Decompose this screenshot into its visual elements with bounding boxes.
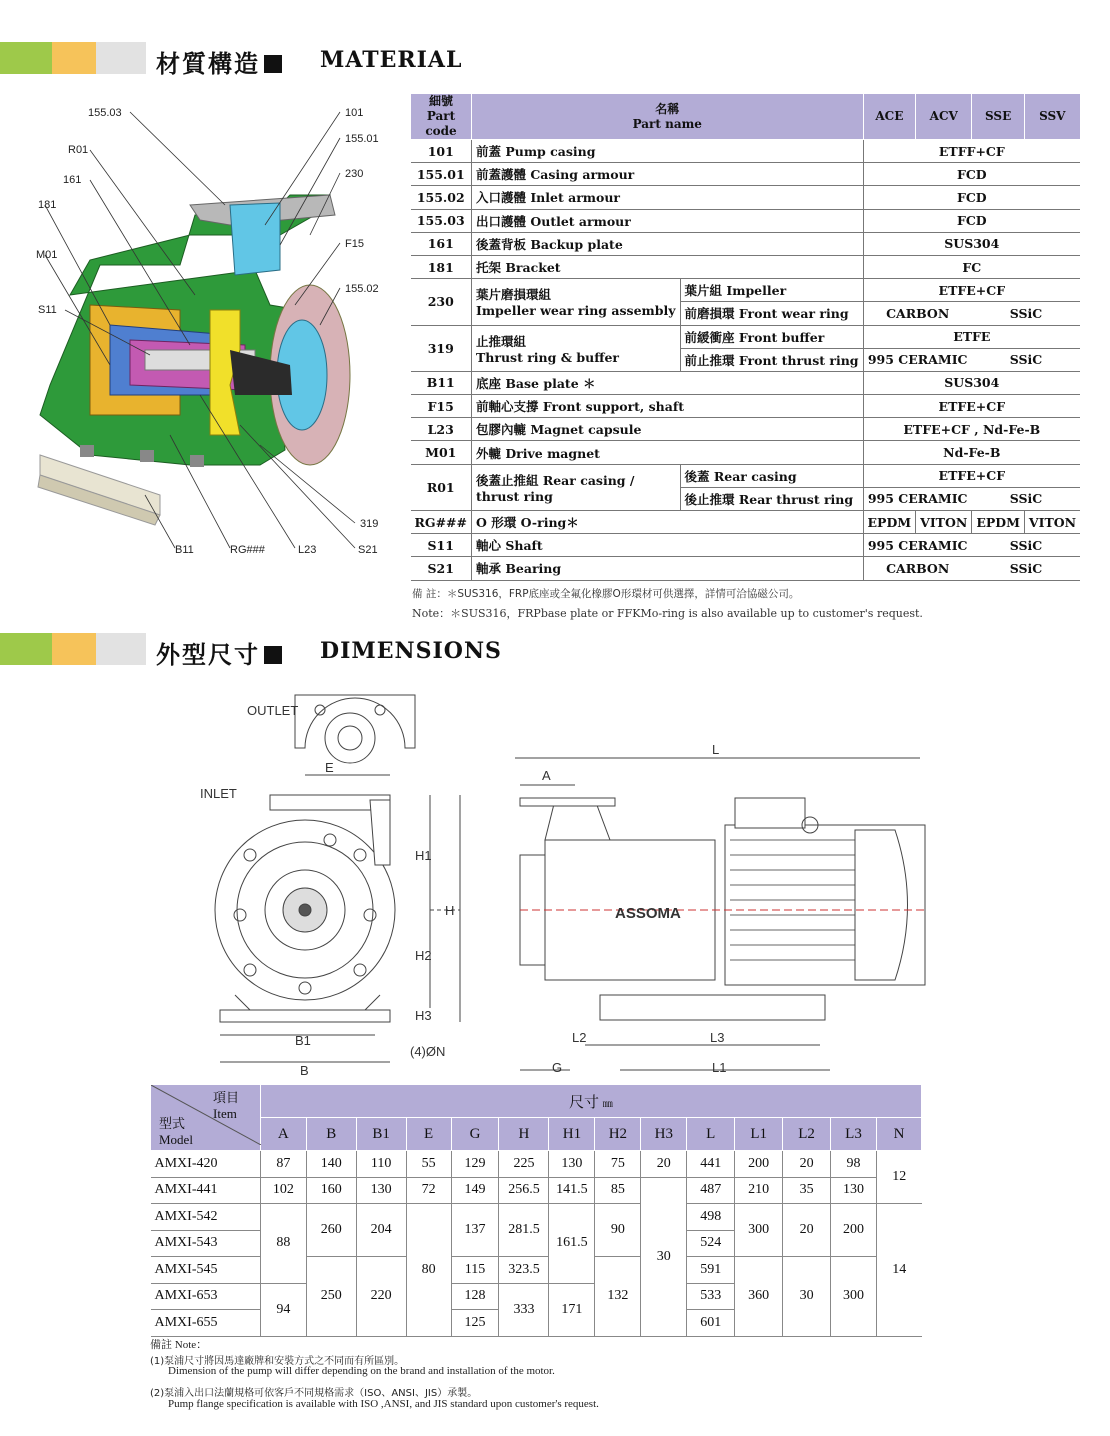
dimension-drawing xyxy=(190,690,940,1080)
table-row: F15 前軸心支撐 Front support, shaft ETFE+CF xyxy=(411,395,1081,418)
label-181: 181 xyxy=(38,199,57,211)
table-row: S21 軸承 Bearing CARBON SSiC xyxy=(411,557,1081,580)
dimensions-table xyxy=(150,1084,922,1337)
col-part-name: 名稱 Part name xyxy=(471,94,863,140)
label-s21: S21 xyxy=(358,544,378,556)
dim-holes-label: (4)ØN xyxy=(410,1044,446,1059)
col-ace: ACE xyxy=(863,94,916,140)
table-row: M01 外轆 Drive magnet Nd-Fe-B xyxy=(411,441,1081,464)
col-g: G xyxy=(451,1118,499,1151)
table-row: 161 後蓋背板 Backup plate SUS304 xyxy=(411,232,1081,255)
col-h2: H2 xyxy=(595,1118,641,1151)
label-230: 230 xyxy=(345,168,364,180)
model-item-header: 項目 Item 型式 Model xyxy=(151,1085,261,1151)
col-ssv: SSV xyxy=(1024,94,1080,140)
label-r01: R01 xyxy=(68,144,89,156)
dim-a-label: A xyxy=(542,768,551,783)
dimensions-heading xyxy=(0,633,1110,669)
brand-label: ASSOMA xyxy=(615,905,681,922)
footnote-2-zh: (2)泵浦入出口法蘭規格可依客戶不同規格需求（ISO、ANSI、JIS）承製。 xyxy=(150,1388,478,1399)
col-sse: SSE xyxy=(972,94,1025,140)
table-row: RG### O 形環 O-ring＊ EPDM VITON EPDM VITON xyxy=(411,511,1081,534)
material-title-en: MATERIAL xyxy=(320,47,463,73)
table-row: 前止推環 Front thrust ring 995 CERAMIC SSiC xyxy=(411,348,1081,371)
table-row: 155.03 出口護體 Outlet armour FCD xyxy=(411,209,1081,232)
col-l3: L3 xyxy=(831,1118,877,1151)
dim-l-label: L xyxy=(712,742,720,757)
col-h: H xyxy=(499,1118,549,1151)
label-rg: RG### xyxy=(230,544,265,556)
table-row: 155.01 前蓋護體 Casing armour FCD xyxy=(411,163,1081,186)
dim-h2-label: H2 xyxy=(415,948,432,963)
dim-l1-label: L1 xyxy=(712,1060,727,1075)
dimensions-title-en: DIMENSIONS xyxy=(320,638,502,664)
col-acv: ACV xyxy=(916,94,972,140)
col-l1: L1 xyxy=(735,1118,783,1151)
table-row: R01 後蓋止推組 Rear casing / thrust ring 後蓋 Rear casing ETFE+CF xyxy=(411,464,1081,487)
dim-title: 尺寸 ㎜ xyxy=(260,1085,921,1118)
table-row: L23 包膠內轆 Magnet capsule ETFE+CF , Nd-Fe-B xyxy=(411,418,1081,441)
label-155-02: 155.02 xyxy=(345,283,379,295)
col-e: E xyxy=(406,1118,451,1151)
label-319: 319 xyxy=(360,518,379,530)
table-row: 181 托架 Bracket FC xyxy=(411,255,1081,278)
table-row: 後止推環 Rear thrust ring 995 CERAMIC SSiC xyxy=(411,487,1081,510)
dim-e-label: E xyxy=(325,760,334,775)
table-row: AMXI-441 102 160 130 72 149 256.5 141.5 85 30 487 210 35 130 xyxy=(151,1177,922,1204)
dim-l3-label: L3 xyxy=(710,1030,725,1045)
dim-h-label: H xyxy=(445,903,455,918)
table-row: B11 底座 Base plate ＊ SUS304 xyxy=(411,371,1081,394)
material-title-zh: 材質構造 xyxy=(156,50,260,78)
table-row: AMXI-655 125 601 xyxy=(151,1310,922,1337)
footnote-1-zh: (1)泵浦尺寸將因馬達廠牌和安裝方式之不同而有所區別。 xyxy=(150,1356,405,1367)
table-row: 前磨損環 Front wear ring CARBON SSiC xyxy=(411,302,1081,325)
material-note-en: Note：＊SUS316，FRPbase plate or FFKMo-ring is also available up to customer's request. xyxy=(412,607,923,620)
label-101: 101 xyxy=(345,107,364,119)
material-table xyxy=(410,93,1081,581)
footnote-2-en: Pump flange specification is available with ISO ,ANSI, and JIS standard upon customer's request. xyxy=(168,1398,599,1410)
col-b: B xyxy=(306,1118,356,1151)
table-row: AMXI-420 87 140 110 55 129 225 130 75 20 441 200 20 98 12 xyxy=(151,1151,922,1178)
table-row: 319 止推環組 Thrust ring & buffer 前緩衝座 Front buffer ETFE xyxy=(411,325,1081,348)
label-m01: M01 xyxy=(36,249,58,261)
col-a: A xyxy=(260,1118,306,1151)
inlet-label: INLET xyxy=(200,786,237,801)
dim-b1-label: B1 xyxy=(295,1033,311,1048)
pump-cutaway-diagram xyxy=(30,95,400,565)
material-note-zh: 備 註：＊SUS316，FRP底座或全氟化橡膠O形環材可供選擇，詳情可洽協磁公司。 xyxy=(412,588,800,600)
table-row: 155.02 入口護體 Inlet armour FCD xyxy=(411,186,1081,209)
label-155-03: 155.03 xyxy=(88,107,122,119)
outlet-label: OUTLET xyxy=(247,703,299,718)
col-h3: H3 xyxy=(641,1118,687,1151)
dim-h1-label: H1 xyxy=(415,848,432,863)
table-row: AMXI-542 88 260 204 80 137 281.5 161.5 90 498 300 20 200 14 xyxy=(151,1204,922,1231)
material-heading xyxy=(0,42,1110,78)
col-l: L xyxy=(687,1118,735,1151)
label-161: 161 xyxy=(63,174,82,186)
col-b1: B1 xyxy=(356,1118,406,1151)
dimensions-title-zh: 外型尺寸 xyxy=(156,641,260,669)
col-n: N xyxy=(876,1118,921,1151)
col-l2: L2 xyxy=(783,1118,831,1151)
dim-l2-label: L2 xyxy=(572,1030,587,1045)
col-h1: H1 xyxy=(549,1118,595,1151)
table-row: S11 軸心 Shaft 995 CERAMIC SSiC xyxy=(411,534,1081,557)
label-l23: L23 xyxy=(298,544,317,556)
footnote-title: 備註 Note： xyxy=(150,1339,208,1351)
label-f15: F15 xyxy=(345,238,364,250)
footnote-1-en: Dimension of the pump will differ depending on the brand and installation of the motor. xyxy=(168,1365,555,1377)
label-155-01: 155.01 xyxy=(345,133,379,145)
label-s11: S11 xyxy=(38,304,57,316)
dim-b-label: B xyxy=(300,1063,309,1078)
table-row: 101 前蓋 Pump casing ETFF+CF xyxy=(411,140,1081,163)
table-row: AMXI-545 250 220 115 323.5 132 591 360 30 300 xyxy=(151,1257,922,1284)
label-b11: B11 xyxy=(175,544,194,556)
table-row: AMXI-653 94 128 333 171 533 xyxy=(151,1283,922,1310)
table-row: AMXI-543 524 xyxy=(151,1230,922,1257)
col-part-code: 細號 Part code xyxy=(411,94,472,140)
dim-h3-label: H3 xyxy=(415,1008,432,1023)
dim-g-label: G xyxy=(552,1060,563,1075)
table-row: 230 葉片磨損環組 Impeller wear ring assembly 葉片組 Impeller ETFE+CF xyxy=(411,279,1081,302)
